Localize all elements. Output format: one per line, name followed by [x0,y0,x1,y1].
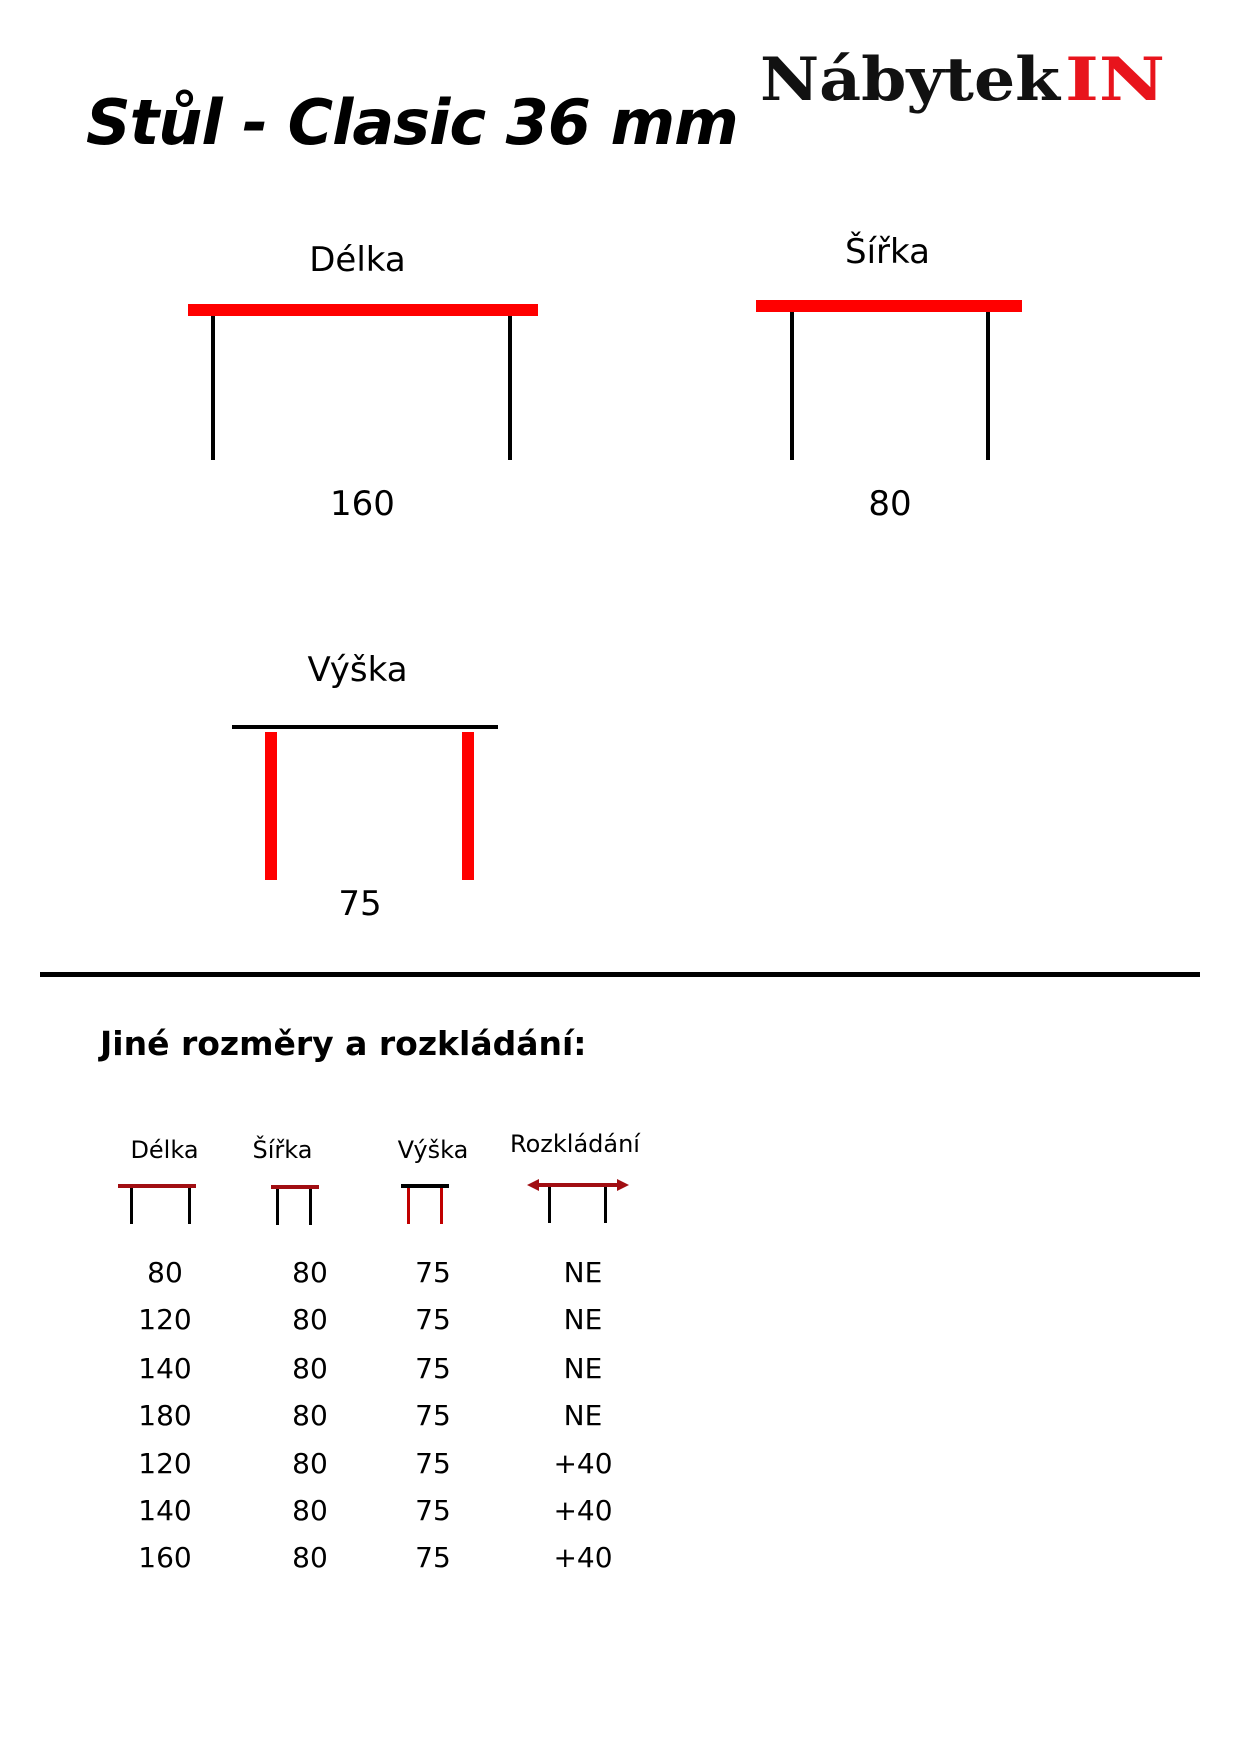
col-header-height: Výška [397,1136,469,1164]
logo-text-part2: IN [1065,45,1165,115]
table-cell-height: 75 [415,1303,451,1336]
col-header-length: Délka [130,1136,199,1164]
table-cell-width: 80 [292,1352,328,1385]
table-cell-width: 80 [292,1399,328,1432]
table-cell-height: 75 [415,1399,451,1432]
table-cell-extension: NE [563,1399,603,1432]
width-value: 80 [868,484,912,524]
length-table-icon [180,300,560,470]
table-cell-extension: NE [563,1352,603,1385]
page-title: Stůl - Clasic 36 mm [86,86,738,159]
mini-length-icon [115,1180,205,1230]
mini-width-icon [268,1182,328,1232]
table-cell-length: 140 [138,1352,192,1385]
mini-extension-icon [525,1176,635,1226]
width-label: Šířka [845,232,930,272]
col-header-width: Šířka [252,1136,313,1164]
table-cell-length: 160 [138,1541,192,1574]
table-cell-width: 80 [292,1303,328,1336]
table-cell-length: 140 [138,1494,192,1527]
logo-text-part1: Nábytek [760,45,1062,115]
table-cell-length: 80 [147,1256,183,1289]
table-cell-height: 75 [415,1352,451,1385]
height-value: 75 [338,884,382,924]
table-cell-height: 75 [415,1494,451,1527]
table-cell-extension: +40 [553,1494,613,1527]
width-table-icon [740,296,1040,466]
length-value: 160 [330,484,395,524]
table-cell-width: 80 [292,1541,328,1574]
length-label: Délka [309,240,406,280]
nabytekin-logo [760,40,1170,120]
col-header-extension: Rozkládání [510,1130,640,1158]
table-cell-extension: NE [563,1303,603,1336]
table-cell-length: 180 [138,1399,192,1432]
table-cell-height: 75 [415,1256,451,1289]
mini-height-icon [398,1180,458,1230]
table-cell-extension: +40 [553,1447,613,1480]
table-cell-extension: NE [563,1256,603,1289]
table-cell-width: 80 [292,1447,328,1480]
section-divider [40,972,1200,977]
section-title: Jiné rozměry a rozkládání: [100,1024,587,1063]
table-cell-length: 120 [138,1303,192,1336]
height-label: Výška [307,650,408,690]
table-cell-length: 120 [138,1447,192,1480]
table-cell-width: 80 [292,1256,328,1289]
table-cell-height: 75 [415,1541,451,1574]
table-cell-extension: +40 [553,1541,613,1574]
table-cell-width: 80 [292,1494,328,1527]
height-table-icon [225,722,505,882]
table-cell-height: 75 [415,1447,451,1480]
